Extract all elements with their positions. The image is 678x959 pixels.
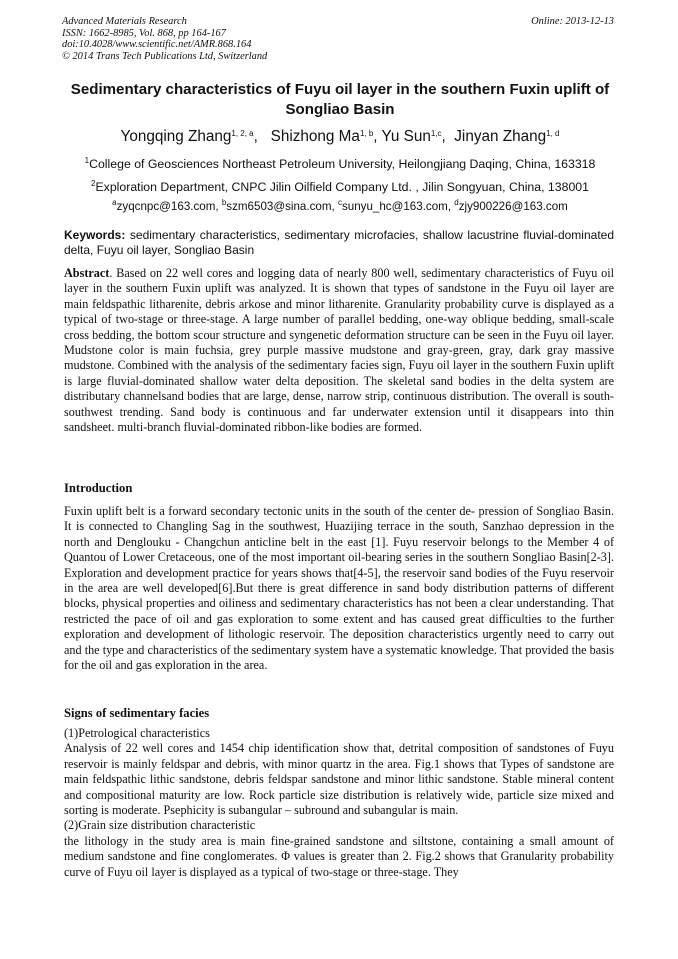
introduction-body [64,504,614,673]
author: Shizhong Ma$^{1, b}$, [270,128,382,145]
keywords [64,228,614,258]
author: Yu Sun$^{1,c}$, [381,128,455,145]
affiliation-1: $^1$College of Geosciences Northeast Petroleum University, Heilongjiang Daqing, China, 163318 [84,156,596,171]
petrological-paragraph: Analysis of 22 well cores and 1454 chip identification show that, detrital composition of sandstones of Fuyu reservoir is mainly feldspar and debris, with minor quartz in the area. Fig.1 shows that Types of sandstone are main feldspathic lithic sandstone, debris feldspar sandstone and minor lithic sandstone. Stable mineral content and compositional maturity are low. Rock particle size distribution is relatively wide, particle size mixed and sorting is moderate. Psephicity is subangular – subround and subangular is main. [64,741,614,818]
signs-heading: Signs of sedimentary facies [64,706,210,720]
email: $^c$sunyu_hc@163.com, [337,198,455,213]
email: $^b$szm6503@sina.com, [221,198,338,213]
introduction-paragraph: Fuxin uplift belt is a forward secondary tectonic units in the south of the center de- pression of Songliao Basin. It is connected to Changling Sag in the southwest, Huazijing terrace in the south, Sanzhao depression in the north and Denglouku - Changchun anticline belt in the east [1]. Fuyu reservoir belongs to the Member 4 of Quantou of Lower Cretaceous, one of the most important oil-bearing series in the southern Songliao Basin[2-3]. Exploration and development practice for years shows that[4-5], the reservoir sand bodies of the Fuyu reservoir in the area are well developed[6].But there is great difference in sand body distribution patterns of different blocks, physical properties and oiliness and sedimentary characteristics has not been a clear understanding. That restricted the pace of oil and gas exploration to some extent and has caused great difficulties to the further exploration and development of lithologic reservoir. The deposition characteristics urgently need to carry out and the type and characteristics of the sedimentary system have a systematic knowledge. That provided the basis for the oil and gas exploration in the area. [64,504,614,673]
online-date: Online: 2013-12-13 [531,16,614,27]
abstract-label: Abstract [64,266,110,280]
signs-body [64,726,614,880]
abstract [64,266,614,435]
abstract-text: . Based on 22 well cores and logging data of nearly 800 well, sedimentary characteristics of Fuyu oil layer in the southern Fuxin uplift was analyzed. It is shown that types of sandstone in the Fuyu oil layer are main feldspathic litharenite, debris arkose and minor litharenite. Granularity probability curve is displayed as a typical of two-stage or three-stage. A large number of parallel bedding, one-way oblique bedding, small-scale cross bedding, the bottom scour structure and syngenetic deformation structure can be seen in the Fuyu oil layer. Mudstone color is main fuchsia, grey purple massive mudstone and gray-green, gray, dark gray massive mudstone. Combined with the analysis of the sedimentary facies sign, Fuyu oil layer in the southern Fuxin uplift is large fluvial-dominated shallow water delta deposition. The skeletal sand bodies in the delta system are distributary channelsand bodies that are large, dense, narrow strip, continuous distribution. The overall is south-southwest trending. Sand body is continuous and far underwater extension until it disappears into thin sandsheet. multi-branch fluvial-dominated ribbon-like bodies are formed. [64,266,614,435]
subsection-grain-size: (2)Grain size distribution characteristic [64,818,256,833]
grain-size-paragraph: the lithology in the study area is main fine-grained sandstone and siltstone, containing a small amount of medium sandstone and fine conglomerates. Φ values is greater than 2. Fig.2 shows that Granularity probability curve of Fuyu oil layer is displayed as a typical of two-stage or three-stage. They [64,833,614,879]
email: $^d$zjy900226@163.com [454,198,568,213]
subsection-petrological: (1)Petrological characteristics [64,726,210,740]
copyright-line: © 2014 Trans Tech Publications Ltd, Switzerland [62,50,268,62]
journal-header [62,16,614,62]
keywords-label: Keywords: [64,228,126,242]
doi-line: doi:10.4028/www.scientific.net/AMR.868.164 [62,39,252,51]
author: Yongqing Zhang$^{1, 2, a}$, [120,128,271,145]
author-list [40,128,640,146]
email: $^a$zyqcnpc@163.com, [112,198,222,213]
introduction-heading: Introduction [64,481,133,495]
issn-line: ISSN: 1662-8985, Vol. 868, pp 164-167 [62,27,226,39]
paper-title: Sedimentary characteristics of Fuyu oil layer in the southern Fuxin uplift of Songliao Basin [70,81,610,118]
journal-name: Advanced Materials Research [62,16,187,27]
author: Jinyan Zhang$^{1, d}$ [454,128,560,145]
email-list [40,200,640,213]
keywords-text: sedimentary characteristics, sedimentary microfacies, shallow lacustrine fluvial-dominated delta, Fuyu oil layer, Songliao Basin [64,228,614,257]
affiliation-2: $^2$Exploration Department, CNPC Jilin Oilfield Company Ltd. , Jilin Songyuan, China, 138001 [91,179,589,194]
